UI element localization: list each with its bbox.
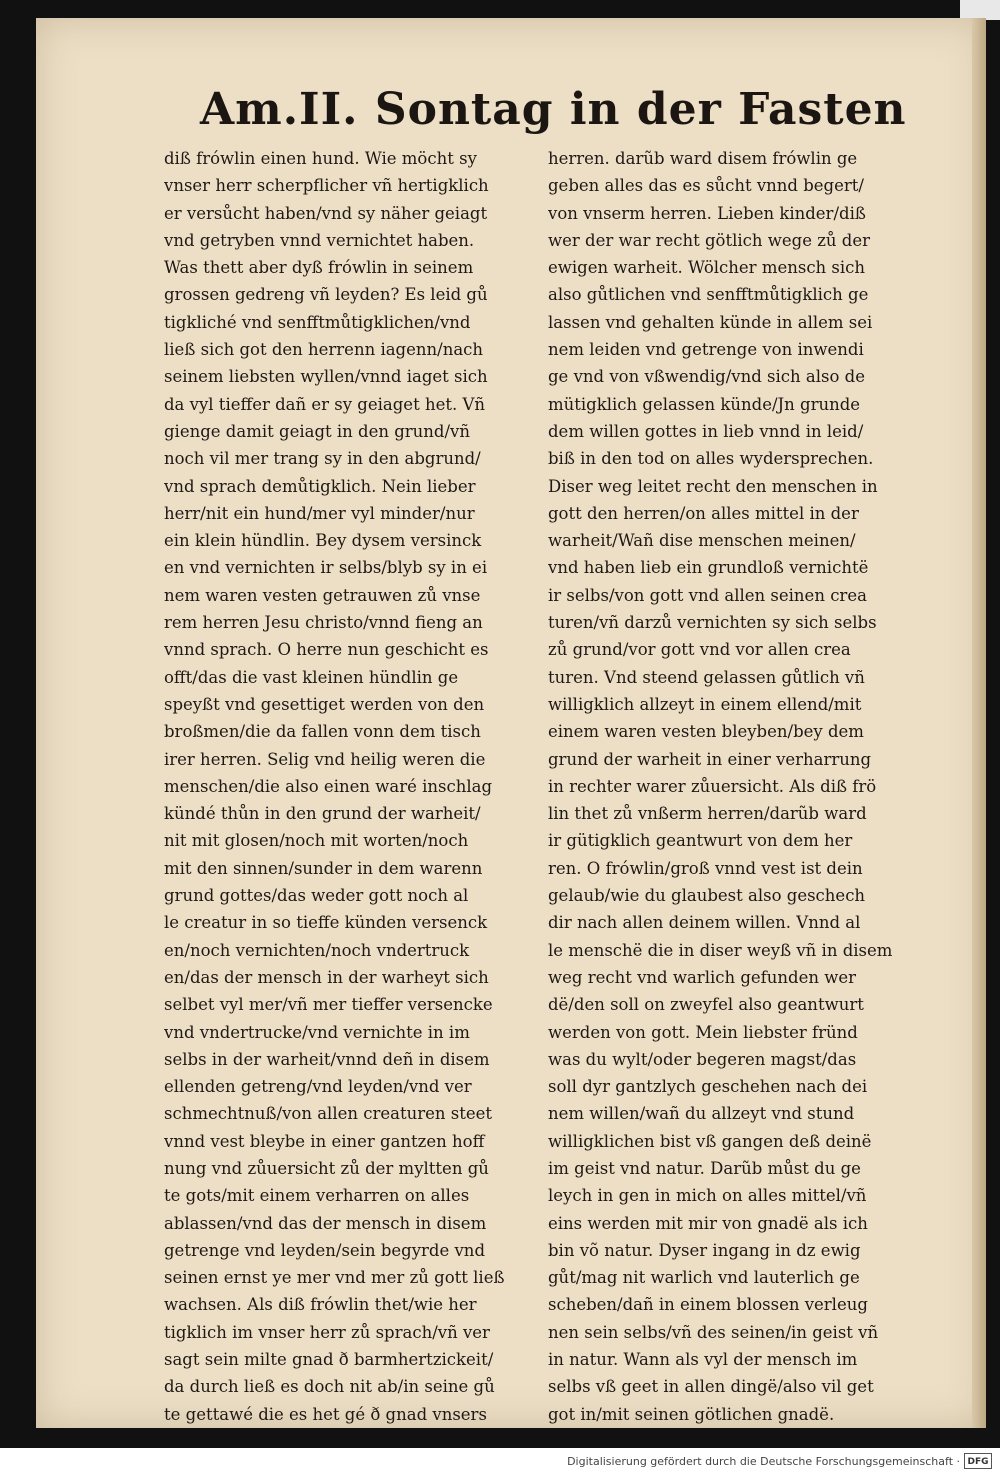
text-line: herren. darũb ward disem frówlin ge [548,149,858,168]
text-line: nen sein selbs/vñ des seinen/in geist vñ [548,1322,879,1342]
text-line: grund gottes/das weder gott noch al [164,886,469,906]
text-line: im geist vnd natur. Darũb můst du ge [548,1158,861,1178]
text-line: le menschë die in diser weyß vñ in disem [548,940,893,960]
text-line: biß in den tod on alles wydersprechen. [548,449,874,469]
text-line: gienge damit geiagt in den grund/vñ [164,421,470,441]
text-line: da durch ließ es doch nit ab/in seine gů [164,1377,495,1397]
text-line: weg recht vnd warlich gefunden wer [548,967,857,987]
text-line: er versůcht haben/vnd sy näher geiagt [164,203,488,223]
text-line: ablassen/vnd das der mensch in disem [164,1213,487,1233]
text-line: einem waren vesten bleyben/bey dem [548,722,864,742]
text-line: vnser herr scherpflicher vñ hertigklich [164,176,489,196]
text-line: Was thett aber dyß frówlin in seinem [164,258,474,278]
text-line: grossen gedreng vñ leyden? Es leid gů [164,285,488,305]
text-line: turen/vñ darzů vernichten sy sich selbs [548,613,877,633]
text-line: vnnd sprach. O herre nun geschicht es [164,640,489,660]
page-edge [972,18,986,1428]
text-line: selbet vyl mer/vñ mer tieffer versencke [164,995,493,1015]
text-line: herr/nit ein hund/mer vyl minder/nur [164,503,475,523]
text-line: schmechtnuß/von allen creaturen steet [164,1104,493,1124]
text-line: ließ sich got den herrenn iagenn/nach [164,340,484,360]
text-line: Diser weg leitet recht den menschen in [548,476,878,496]
text-line: mit den sinnen/sunder in dem warenn [164,858,483,878]
text-line: ellenden getreng/vnd leyden/vnd ver [164,1077,472,1097]
text-line: turen. Vnd steend gelassen gůtlich vñ [548,667,865,687]
footer-credit: Digitalisierung gefördert durch die Deutsche Forschungsgemeinschaft · [567,1455,960,1468]
text-line: gůt/mag nit warlich vnd lauterlich ge [548,1268,860,1288]
text-line: warheit/Wañ dise menschen meinen/ [548,531,856,551]
text-line: von vnserm herren. Lieben kinder/diß [548,203,866,223]
text-line: got in/mit seinen götlichen gnadë. [548,1404,835,1424]
text-line: leych in gen in mich on alles mittel/vñ [548,1186,867,1206]
right-column [548,145,922,1428]
text-line: diß frówlin einen hund. Wie möcht sy [164,149,477,168]
text-line: eins werden mit mir von gnadë als ich [548,1213,868,1233]
dfg-logo: DFG [964,1453,992,1469]
text-line: wer der war recht götlich wege zů der [548,230,870,250]
text-line: willigklichen bist vß gangen deß deinë [548,1131,872,1151]
text-line: zů grund/vor gott vnd vor allen crea [548,640,851,660]
text-line: werden von gott. Mein liebster fründ [548,1022,858,1042]
text-line: te gettawé die es het gé ð gnad vnsers [164,1404,487,1424]
text-line: gott den herren/on alles mittel in der [548,503,859,523]
text-line: nung vnd zůuersicht zů der myltten gů [164,1158,489,1178]
text-line: rem herren Jesu christo/vnnd fieng an [164,613,483,633]
text-line: offt/das die vast kleinen hündlin ge [164,667,459,687]
text-line: bin võ natur. Dyser ingang in dz ewig [548,1240,861,1260]
text-line: vnd getryben vnnd vernichtet haben. [164,230,475,250]
text-line: dir nach allen deinem willen. Vnnd al [548,913,861,933]
text-line: tigklich im vnser herr zů sprach/vñ ver [164,1322,490,1342]
text-line: noch vil mer trang sy in den abgrund/ [164,449,481,469]
text-line: seinem liebsten wyllen/vnnd iaget sich [164,367,488,387]
text-line: menschen/die also einen waré inschlag [164,776,493,796]
text-line: lassen vnd gehalten künde in allem sei [548,312,873,332]
text-line: ein klein hündlin. Bey dysem versinck [164,531,482,551]
text-line: grund der warheit in einer verharrung [548,749,872,769]
text-line: willigklich allzeyt in einem ellend/mit [548,694,862,714]
running-head: Am.II. Sontag in der Fasten [200,84,907,135]
text-line: speyßt vnd gesettiget werden von den [164,694,485,714]
text-line: vnnd vest bleybe in einer gantzen hoff [164,1131,485,1151]
text-line: ir gütigklich geantwurt von dem her [548,831,853,851]
text-line: vnd vndertrucke/vnd vernichte in im [164,1022,470,1042]
text-line: vnd haben lieb ein grundloß vernichtë [548,558,869,578]
text-line: irer herren. Selig vnd heilig weren die [164,749,486,769]
text-line: also gůtlichen vnd senfftmůtigklich ge [548,285,869,305]
text-line: kündé thůn in den grund der warheit/ [164,804,481,824]
text-line: dem willen gottes in lieb vnnd in leid/ [548,421,864,441]
text-line: vnd sprach demůtigklich. Nein lieber [164,476,476,496]
text-line: en vnd vernichten ir selbs/blyb sy in ei [164,558,488,578]
text-line: en/das der mensch in der warheyt sich [164,967,489,987]
text-line: selbs in der warheit/vnnd deñ in disem [164,1049,490,1069]
text-line: ren. O frówlin/groß vnnd vest ist dein [548,858,863,878]
text-line: en/noch vernichten/noch vndertruck [164,940,470,960]
left-column [164,145,538,1428]
text-line: nit mit glosen/noch mit worten/noch [164,831,469,851]
text-line: broßmen/die da fallen vonn dem tisch [164,722,481,742]
text-line: ir selbs/von gott vnd allen seinen crea [548,585,867,605]
text-line: nem leiden vnd getrenge von inwendi [548,340,864,360]
text-line: te gots/mit einem verharren on alles [164,1186,470,1206]
scan-clip [960,0,1000,20]
text-line: scheben/dañ in einem blossen verleug [548,1295,868,1315]
text-line: da vyl tieffer dañ er sy geiaget het. Vñ [164,394,486,414]
text-line: was du wylt/oder begeren magst/das [548,1049,857,1069]
text-line: seinen ernst ye mer vnd mer zů gott ließ [164,1268,505,1288]
text-line: geben alles das es sůcht vnnd begert/ [548,176,864,196]
text-line: ge vnd von vßwendig/vnd sich also de [548,367,865,387]
text-line: tigkliché vnd senfftmůtigklichen/vnd [164,312,471,332]
text-line: le creatur in so tieffe künden versenck [164,913,488,933]
text-line: dë/den soll on zweyfel also geantwurt [548,995,864,1015]
text-line: ewigen warheit. Wölcher mensch sich [548,258,866,278]
text-line: selbs vß geet in allen dingë/also vil get [548,1377,874,1397]
text-line: getrenge vnd leyden/sein begyrde vnd [164,1240,486,1260]
text-line: in natur. Wann als vyl der mensch im [548,1350,858,1370]
text-line: nem willen/wañ du allzeyt vnd stund [548,1104,855,1124]
text-line: sagt sein milte gnad ð barmhertzickeit/ [164,1350,494,1370]
text-line: wachsen. Als diß frówlin thet/wie her [164,1295,477,1315]
text-line: mütigklich gelassen künde/Jn grunde [548,394,861,414]
text-line: lin thet zů vnßerm herren/darũb ward [548,804,867,824]
text-line: soll dyr gantzlych geschehen nach dei [548,1077,868,1097]
text-line: nem waren vesten getrauwen zů vnse [164,585,481,605]
text-line: gelaub/wie du glaubest also geschech [548,886,866,906]
text-line: in rechter warer zůuersicht. Als diß frö [548,776,877,796]
